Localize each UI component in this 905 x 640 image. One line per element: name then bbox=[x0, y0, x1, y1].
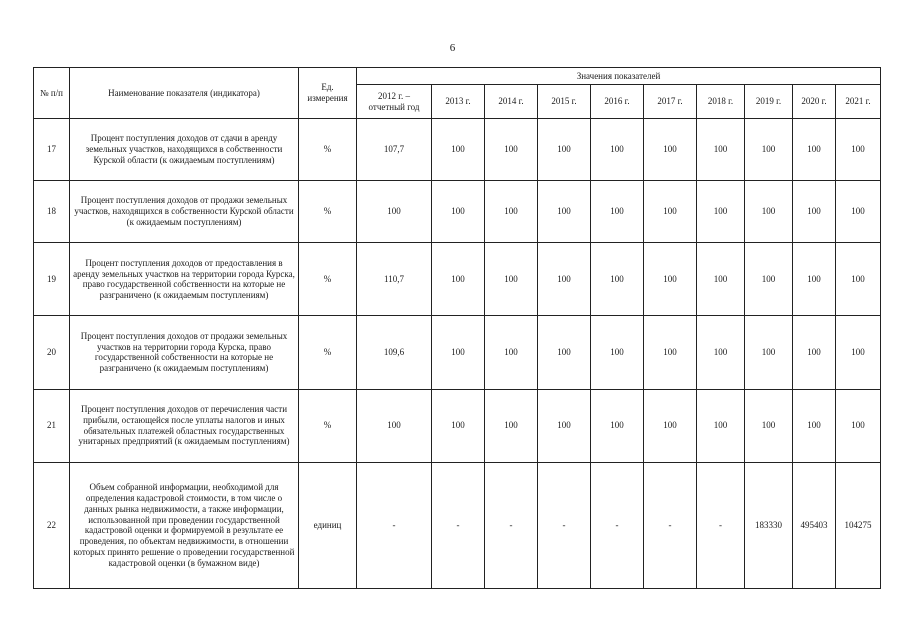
value-cell: - bbox=[485, 462, 538, 588]
value-cell: 100 bbox=[591, 119, 644, 181]
value-cell: 100 bbox=[836, 243, 881, 316]
value-cell: 100 bbox=[591, 181, 644, 243]
header-year: 2014 г. bbox=[485, 85, 538, 119]
value-cell: 100 bbox=[745, 389, 793, 462]
row-number: 18 bbox=[34, 181, 70, 243]
row-number: 22 bbox=[34, 462, 70, 588]
value-cell: 100 bbox=[432, 316, 485, 389]
value-cell: 100 bbox=[697, 119, 745, 181]
table-row bbox=[34, 316, 881, 389]
unit-cell: % bbox=[299, 389, 357, 462]
indicators-table bbox=[33, 67, 881, 589]
table-row bbox=[34, 243, 881, 316]
value-cell: 100 bbox=[644, 119, 697, 181]
value-cell: 100 bbox=[538, 181, 591, 243]
value-cell: 100 bbox=[644, 389, 697, 462]
value-cell: 100 bbox=[697, 316, 745, 389]
value-cell: 104275 bbox=[836, 462, 881, 588]
header-num: № п/п bbox=[34, 68, 70, 119]
header-year: 2016 г. bbox=[591, 85, 644, 119]
value-cell: 100 bbox=[793, 119, 836, 181]
row-number: 17 bbox=[34, 119, 70, 181]
value-cell: 100 bbox=[836, 389, 881, 462]
value-cell: 100 bbox=[836, 316, 881, 389]
value-cell: 100 bbox=[538, 316, 591, 389]
value-cell: - bbox=[591, 462, 644, 588]
value-cell: 100 bbox=[432, 389, 485, 462]
header-unit: Ед. измерения bbox=[299, 68, 357, 119]
value-cell: 100 bbox=[591, 316, 644, 389]
value-cell: 100 bbox=[538, 389, 591, 462]
value-cell: 107,7 bbox=[357, 119, 432, 181]
page-number: 6 bbox=[449, 42, 456, 54]
indicator-name: Процент поступления доходов от продажи земельных участков, находящихся в собственности Курской области (к ожидаемым поступлениям) bbox=[70, 181, 299, 243]
header-year: 2018 г. bbox=[697, 85, 745, 119]
value-cell: - bbox=[357, 462, 432, 588]
value-cell: 100 bbox=[745, 316, 793, 389]
value-cell: 100 bbox=[644, 181, 697, 243]
value-cell: 100 bbox=[432, 243, 485, 316]
value-cell: 100 bbox=[485, 243, 538, 316]
header-name: Наименование показателя (индикатора) bbox=[70, 68, 299, 119]
value-cell: 100 bbox=[485, 316, 538, 389]
value-cell: 100 bbox=[485, 181, 538, 243]
header-year: 2017 г. bbox=[644, 85, 697, 119]
indicator-name: Процент поступления доходов от предоставления в аренду земельных участков на территории города Курска, право государственной собственности на которые не разграничено (к ожидаемым поступлениям) bbox=[70, 243, 299, 316]
row-number: 20 bbox=[34, 316, 70, 389]
indicator-name: Процент поступления доходов от перечисления части прибыли, остающейся после уплаты налогов и иных обязательных платежей областных государственных унитарных предприятий (к ожидаемым поступлениям) bbox=[70, 389, 299, 462]
header-values: Значения показателей bbox=[357, 68, 881, 85]
indicator-name: Процент поступления доходов от сдачи в аренду земельных участков, находящихся в собственности Курской области (к ожидаемым поступлениям) bbox=[70, 119, 299, 181]
indicator-name: Процент поступления доходов от продажи земельных участков на территории города Курска, право государственной собственности на которые не разграничено (к ожидаемым поступлениям) bbox=[70, 316, 299, 389]
value-cell: 183330 bbox=[745, 462, 793, 588]
unit-cell: % bbox=[299, 119, 357, 181]
value-cell: 100 bbox=[745, 181, 793, 243]
header-year: 2020 г. bbox=[793, 85, 836, 119]
value-cell: - bbox=[697, 462, 745, 588]
value-cell: 109,6 bbox=[357, 316, 432, 389]
row-number: 21 bbox=[34, 389, 70, 462]
unit-cell: % bbox=[299, 316, 357, 389]
value-cell: 100 bbox=[432, 181, 485, 243]
row-number: 19 bbox=[34, 243, 70, 316]
table-row bbox=[34, 389, 881, 462]
unit-cell: единиц bbox=[299, 462, 357, 588]
table-row bbox=[34, 462, 881, 588]
header-year: 2021 г. bbox=[836, 85, 881, 119]
value-cell: 100 bbox=[793, 243, 836, 316]
unit-cell: % bbox=[299, 243, 357, 316]
value-cell: - bbox=[644, 462, 697, 588]
value-cell: 100 bbox=[697, 181, 745, 243]
indicator-name: Объем собранной информации, необходимой для определения кадастровой стоимости, в том числе о данных рынка недвижимости, а также информации, использованной при проведении государственной кадастровой оценки и формируемой в результате ее проведения, по объектам недвижимости, в отношении которых принято решение о проведении государственной кадастровой оценки (в бумажном виде) bbox=[70, 462, 299, 588]
value-cell: - bbox=[432, 462, 485, 588]
value-cell: 100 bbox=[745, 119, 793, 181]
header-year: 2015 г. bbox=[538, 85, 591, 119]
unit-cell: % bbox=[299, 181, 357, 243]
value-cell: - bbox=[538, 462, 591, 588]
value-cell: 100 bbox=[357, 181, 432, 243]
value-cell: 100 bbox=[538, 243, 591, 316]
value-cell: 100 bbox=[485, 389, 538, 462]
table-row bbox=[34, 181, 881, 243]
value-cell: 100 bbox=[793, 181, 836, 243]
value-cell: 100 bbox=[793, 389, 836, 462]
value-cell: 100 bbox=[591, 389, 644, 462]
value-cell: 100 bbox=[793, 316, 836, 389]
value-cell: 100 bbox=[538, 119, 591, 181]
value-cell: 495403 bbox=[793, 462, 836, 588]
table-row bbox=[34, 119, 881, 181]
value-cell: 100 bbox=[485, 119, 538, 181]
value-cell: 100 bbox=[836, 181, 881, 243]
value-cell: 110,7 bbox=[357, 243, 432, 316]
value-cell: 100 bbox=[432, 119, 485, 181]
value-cell: 100 bbox=[591, 243, 644, 316]
value-cell: 100 bbox=[644, 243, 697, 316]
header-year: 2012 г. – отчетный год bbox=[357, 85, 432, 119]
value-cell: 100 bbox=[745, 243, 793, 316]
value-cell: 100 bbox=[836, 119, 881, 181]
header-year: 2013 г. bbox=[432, 85, 485, 119]
value-cell: 100 bbox=[697, 389, 745, 462]
value-cell: 100 bbox=[697, 243, 745, 316]
header-year: 2019 г. bbox=[745, 85, 793, 119]
value-cell: 100 bbox=[357, 389, 432, 462]
value-cell: 100 bbox=[644, 316, 697, 389]
